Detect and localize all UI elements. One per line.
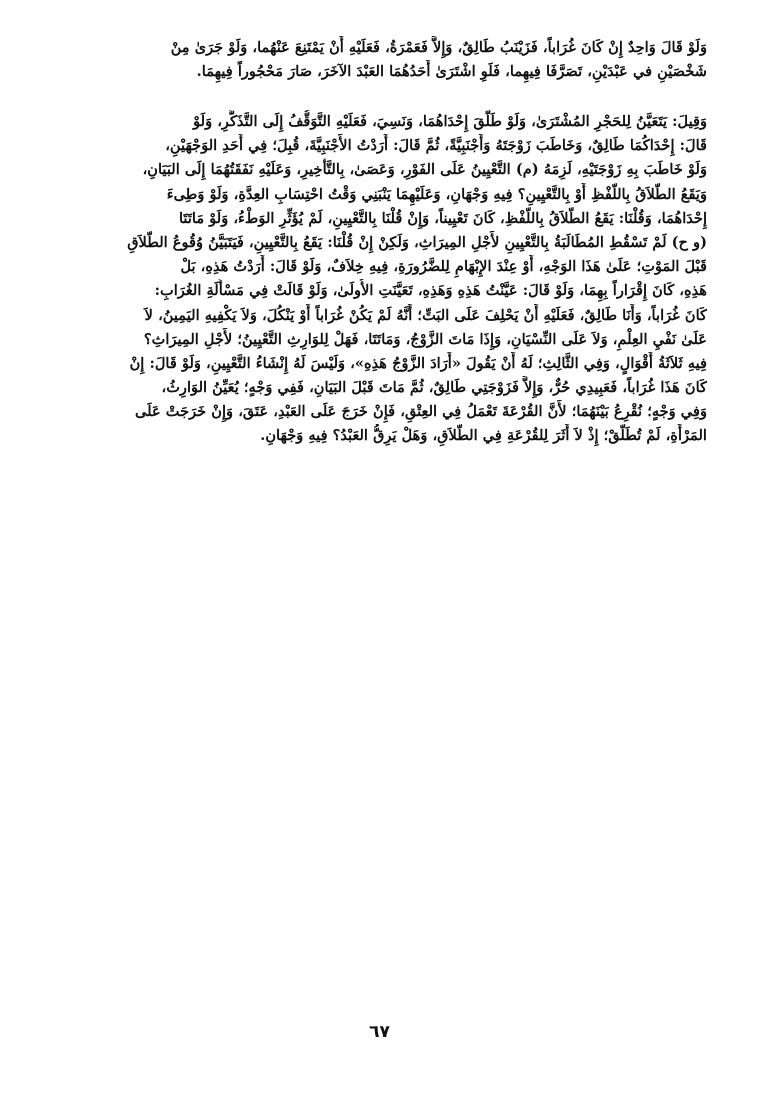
paragraph-1 xyxy=(54,36,707,84)
text-line: وَفِي وَجْهٍ؛ نُقْرِعُ بَيْنَهُمَا؛ لأَنَّ القُرْعَةَ تَعْمَلُ فِي العِتْقِ، فَإِنْ خَرَجَ عَلَى العَبْدِ، عَتَقَ، وَإِنْ خَرَجَتْ عَلَى xyxy=(135,403,707,421)
text-line: شَخْصَيْنِ في عَبْدَيْنِ، تَصَرَّفَا فِيهِما، فَلَوِ اشْتَرَىٰ أَحَدُهُمَا العَبْدَ الآخَرَ، صَارَ مَحْجُوراً فِيهِمَا. xyxy=(196,63,707,81)
text-line: وَلَوْ خَاطَبَ بِهِ زَوْجَتَيْهِ، لَزِمَهُ (م) التَّعْيِينُ عَلَى الفَوْرِ، وَعَصَىٰ، بِالتَّأْخِيرِ، وَعَلَيْهِ نَفَقَتُهُمَا إِلَى البَيَانِ، xyxy=(142,161,707,179)
text-line: فِيهِ ثَلاَثَةُ أَقْوَالٍ، وَفِي الثَّالِثِ؛ لَهُ أَنْ يَقُولَ «أَرَادَ الزَّوْجُ هَذِهِ»، وَلَيْسَ لَهُ إِنْشَاءُ التَّعْيِينِ، وَلَوْ قَالَ: إِنْ xyxy=(129,354,707,372)
text-line: قَبْلَ المَوْتِ؛ عَلَىٰ هَذَا الوَجْهِ، أَوْ عِنْدَ الإِبْهَامِ لِلضَّرُورَةِ، فِيهِ خِلاَفٌ، وَلَوْ قَالَ: أَرَدْتُ هَذِهِ، بَلْ xyxy=(180,258,707,276)
page-number: ٦٧ xyxy=(369,1022,390,1042)
text-line: إِحْدَاهُمَا، وَقُلْنَا: يَقَعُ الطَّلاَقُ بِاللَّفْظِ، كَانَ تَعْيِيناً، وَإِنْ قُلْنَا بِالتَّعْيِينِ، لَمْ يُؤَثِّرِ الوَطْءُ، وَلَوْ مَاتَتَا xyxy=(178,209,707,227)
text-line: (و ح) لَمْ تَسْقُطِ المُطَالَبَةُ بِالتَّعْيِينِ لأَجْلِ المِيرَاثِ، وَلَكِنْ إِنْ قُلْنَا: يَقَعُ بِالتَّعْيِينِ، فَيَتَبَيَّنُ وُقُوعُ الطَّلاَقِ xyxy=(127,233,707,251)
text-line: كَانَ غُرَاباً، وَأَنَا طَالِقٌ، فَعَلَيْهِ أَنْ يَحْلِفَ عَلَى البَتِّ؛ أَنَّهُ لَمْ يَكُنْ غُرَاباً أَوْ يَنْكُلَ، وَلاَ يَكْفِيهِ اليَمِينُ، لاَ xyxy=(144,306,707,324)
text-line: هَذِهِ، كَانَ إِقْرَاراً بِهِمَا، وَلَوْ قَالَ: عَيَّنْتُ هَذِهِ وَهَذِهِ، تَعَيَّنَتِ الأُولَىٰ، وَلَوْ قَالَتْ فِي مَسْأَلَةِ الغُرَابِ: xyxy=(154,282,707,300)
text-line: عَلَىٰ نَفْيِ العِلْمِ، وَلاَ عَلَى النِّسْيَانِ، وَإِذَا مَاتَ الزَّوْجُ، وَمَاتَتَا، فَهَلْ لِلوَارِثِ التَّعْيِينُ؛ لأَجْلِ المِيرَاثِ؟ xyxy=(143,330,707,348)
text-line: وَقِيلَ: يَتَعَيَّنُ لِلحَجْرِ المُشْتَرَىٰ، وَلَوْ طَلَّقَ إِحْدَاهُمَا، وَنَسِيَ، فَعَلَيْهِ التَّوَقُّفُ إِلَى التَّذَكُّرِ، وَلَوْ xyxy=(193,113,707,130)
text-line: وَلَوْ قَالَ وَاحِدٌ إِنْ كَانَ غُرَاباً، فَزَيْنَبُ طَالِقٌ، وَإِلاَّ فَعَمْرَةُ، فَعَلَيْهِ أَنْ يَمْتَنِعَ عَنْهُما، وَلَوْ جَرَىٰ مِنْ xyxy=(170,39,707,56)
paragraph-2 xyxy=(54,110,707,449)
text-line: المَرْأَةِ، لَمْ تُطَلَّقْ؛ إِذْ لاَ أَثَرَ لِلقُرْعَةِ فِي الطَّلاَقِ، وَهَلْ يَرِقُّ العَبْدُ؟ فِيهِ وَجْهَانِ. xyxy=(260,427,707,445)
text-line: قَالَ: إِحْدَاكُمَا طَالِقٌ، وَخَاطَبَ زَوْجَتَهُ وَأَجْنَبِيَّةً، ثُمَّ قَالَ: أَرَدْتُ الأَجْنَبِيَّةَ، قُبِلَ؛ فِي أَحَدِ الوَجْهَيْنِ، xyxy=(165,137,707,155)
text-line: وَيَقَعُ الطَّلاَقُ بِاللَّفْظِ أَوْ بِالتَّعْيِينِ؟ فِيهِ وَجْهَانِ، وَعَلَيْهِمَا يَنْبَنِي وَقْتُ احْتِسَابِ العِدَّةِ، وَلَوْ وَطِىءَ xyxy=(166,185,707,203)
text-line: كَانَ هَذَا غُرَاباً، فَعَبِيدِي حُرٌّ، وَإِلاَّ فَزَوْجَتِي طَالِقٌ، ثُمَّ مَاتَ قَبْلَ البَيَانِ، فَفِي وَجْهٍ؛ يُعَيِّنُ الوَارِثُ، xyxy=(161,379,707,397)
